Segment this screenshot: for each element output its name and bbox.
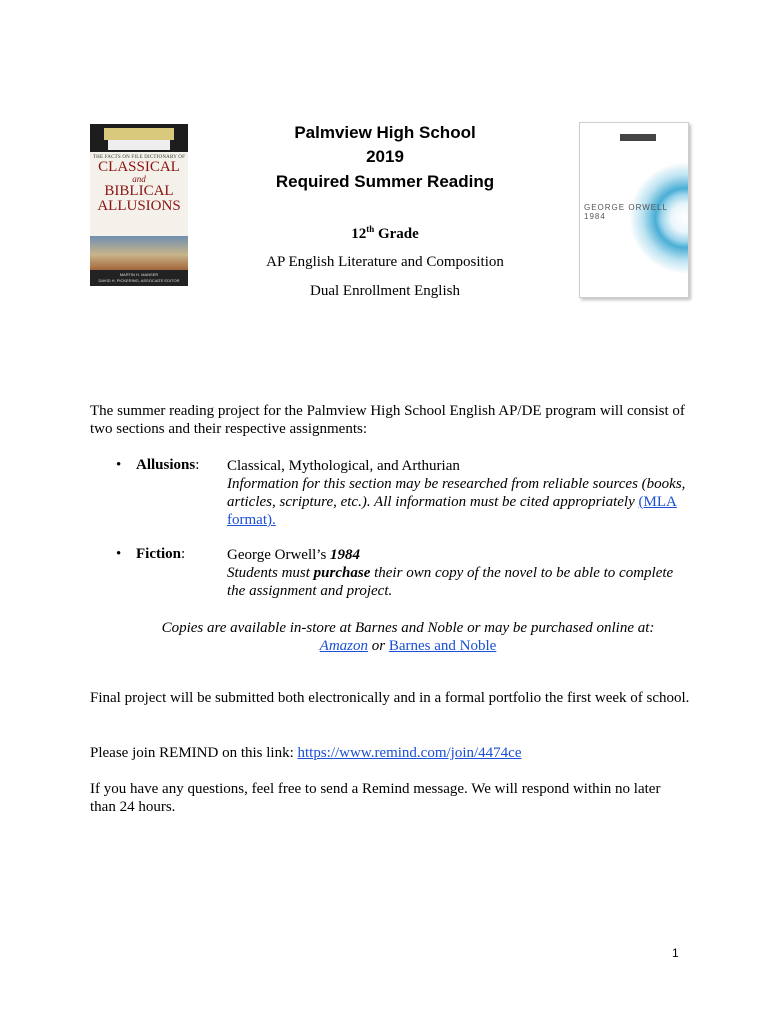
remind-paragraph [90,744,690,762]
allusions-topic: Classical, Mythological, and Arthurian [227,458,460,474]
fiction-label [136,546,185,563]
barnes-noble-link[interactable]: Barnes and Noble [388,638,497,654]
amazon-link[interactable]: Amazon [319,638,369,654]
bullet-dot: • [116,457,122,473]
fiction-label-text: Fiction [136,546,181,562]
cover-publisher-tag [620,134,656,141]
cover-authors [90,270,188,286]
orwell-1984-cover-image [579,122,689,298]
allusions-label-colon: : [195,457,200,473]
cover-title-line3: ALLUSIONS [97,198,181,214]
grade-line [200,224,570,243]
cover-title-block [90,152,188,236]
classical-biblical-allusions-cover-image [90,124,188,286]
grade-number: 12 [351,226,367,242]
fiction-book-line [227,546,687,564]
course-ap: AP English Literature and Composition [266,254,504,270]
cover-author1: MARTIN H. MANSER [119,272,159,277]
copies-text: Copies are available in-store at Barnes and Noble or may be purchased online at: [161,620,655,636]
cover-title-line1: CLASSICAL [98,159,180,175]
allusions-label [136,457,199,474]
copies-or: or [371,638,386,654]
copies-note [90,619,726,655]
cover-author-title [584,203,688,221]
cover-author-name: GEORGE ORWELL [584,203,668,212]
page-number: 1 [672,946,679,960]
fiction-book-title: 1984 [330,547,361,563]
fiction-author: George Orwell’s [227,547,327,563]
fiction-description [227,564,687,600]
fiction-desc-pre: Students must [227,565,310,581]
cover-author2: DAVID H. PICKERING, ASSOCIATE EDITOR [98,278,180,283]
allusions-desc-text: Information for this section may be researched from reliable sources (books, articles, scripture, etc.). All information must be cited appropriately [227,476,686,510]
final-project-paragraph: Final project will be submitted both electronically and in a formal portfolio the first week of school. [90,690,690,706]
mla-format-link[interactable]: (MLA format). [227,494,677,528]
intro-paragraph: The summer reading project for the Palmview High School English AP/DE program will consist of two sections and their respective assignments: [90,403,685,437]
year: 2019 [366,147,404,166]
allusions-label-text: Allusions [136,457,196,473]
remind-link[interactable]: https://www.remind.com/join/4474ce [297,745,522,761]
remind-prefix: Please join REMIND on this link: [90,745,294,761]
allusions-description [227,475,687,529]
allusions-detail [227,457,687,529]
cover-title-line2: BIBLICAL [104,183,174,199]
cover-small-text: THE FACTS ON FILE DICTIONARY OF [92,155,186,160]
cover-painting [90,236,188,270]
series-banner [104,128,174,140]
fiction-detail [227,546,687,600]
grade-suffix: th [366,224,375,234]
course-de: Dual Enrollment English [310,283,460,299]
document-title: Required Summer Reading [275,172,495,191]
school-name: Palmview High School [294,123,476,142]
cover-book-title: 1984 [584,212,606,221]
bullet-dot: • [116,546,122,562]
fiction-desc-bold: purchase [313,565,371,581]
series-subbanner [108,140,170,150]
fiction-label-colon: : [181,546,186,562]
fiction-desc-post: their own copy of the novel to be able to complete the assignment and project. [227,565,674,599]
copies-links [90,637,726,655]
questions-paragraph: If you have any questions, feel free to send a Remind message. We will respond within no later than 24 hours. [90,781,661,815]
cover-title-and: and [132,174,146,184]
grade-word: Grade [377,226,419,242]
